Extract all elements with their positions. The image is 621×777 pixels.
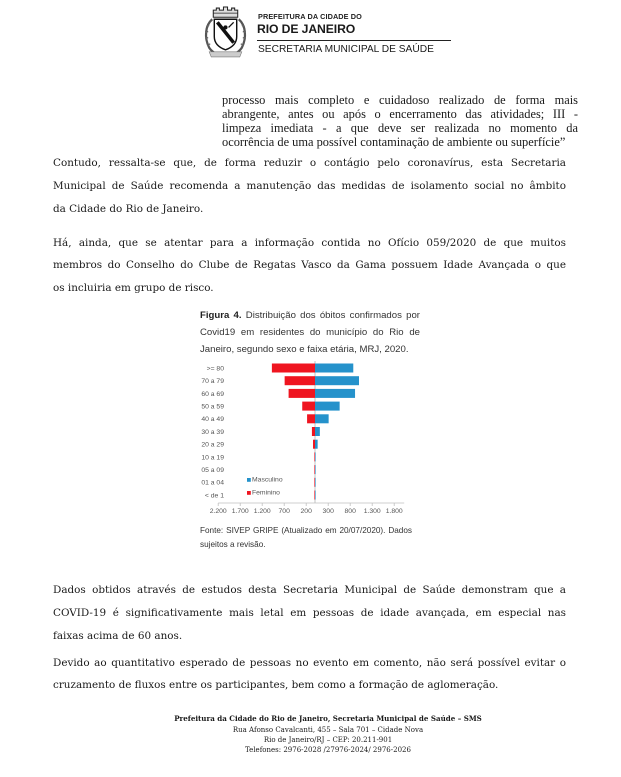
population-pyramid-chart (195, 360, 425, 520)
footer-address: Rua Afonso Cavalcanti, 455 – Sala 701 – Cidade Nova (232, 726, 424, 734)
category-label: 20 a 29 (201, 441, 224, 449)
paragraph-line: cruzamento de fluxos entre os participantes, bem como a formação de aglomeração. (53, 679, 499, 691)
x-tick-label: 300 (322, 508, 334, 515)
bar-feminino (289, 389, 315, 398)
bar-feminino (314, 452, 315, 461)
bar-masculino (315, 364, 353, 373)
x-tick-label: 800 (344, 508, 356, 515)
bar-masculino (315, 427, 320, 436)
quote-line: limpeza imediata - a que deve ser realizada no momento da (222, 121, 578, 135)
x-tick-label: 1.300 (363, 508, 381, 515)
figure-source-line: sujeitos a revisão. (200, 540, 266, 549)
legend-swatch-masculino (247, 478, 251, 482)
footer-city-cep: Rio de Janeiro/RJ – CEP: 20.211-901 (263, 736, 393, 744)
figure-caption-line (200, 310, 420, 322)
bar-feminino (314, 478, 315, 487)
header-prefeitura-text: PREFEITURA DA CIDADE DO (258, 12, 362, 21)
paragraph-line: membros do Conselho do Clube de Regatas Vasco da Gama possuem Idade Avançada o que (53, 259, 566, 271)
bar-masculino (315, 440, 318, 449)
legend-label-masculino: Masculino (252, 476, 283, 484)
coat-of-arms-icon (200, 5, 251, 59)
header-department-name: SECRETARIA MUNICIPAL DE SAÚDE (258, 44, 434, 55)
category-label: 05 a 09 (201, 467, 224, 474)
figure-source-line: Fonte: SIVEP GRIPE (Atualizado em 20/07/2020). Dados (200, 526, 412, 535)
bar-masculino (315, 402, 340, 411)
x-tick-label: 2.200 (209, 508, 227, 515)
category-label: 10 a 19 (201, 454, 224, 462)
bar-masculino (315, 478, 316, 487)
bar-masculino (315, 452, 316, 461)
x-tick-label: 200 (300, 508, 312, 515)
paragraph-line: faixas acima de 60 anos. (53, 630, 183, 642)
quote-line: abrangente, antes ou após o encerramento das atividades; III - (222, 107, 578, 121)
quote-line: ocorrência de uma possível contaminação de ambiente ou superfície” (222, 135, 566, 149)
bar-feminino (272, 364, 315, 373)
legend-label-feminino: Feminino (252, 489, 280, 497)
footer-phones: Telefones: 2976-2028 /27976-2024/ 2976-2026 (245, 746, 411, 754)
bar-masculino (315, 491, 316, 500)
category-label: < de 1 (204, 492, 224, 500)
bar-feminino (313, 440, 315, 449)
bar-feminino (307, 414, 315, 423)
quote-line: processo mais completo e cuidadoso realizado de forma mais (222, 93, 578, 107)
figure-caption-line: Janeiro, segundo sexo e faixa etária, MRJ, 2020. (200, 344, 409, 355)
paragraph-line: Contudo, ressalta-se que, de forma reduzir o contágio pelo coronavírus, esta Secretaria (53, 157, 566, 169)
figure-label: Figura 4. (200, 310, 242, 321)
bar-feminino (312, 427, 315, 436)
bar-masculino (315, 376, 359, 385)
bar-masculino (315, 465, 316, 474)
header-city-name: RIO DE JANEIRO (257, 22, 356, 36)
bar-feminino (314, 491, 315, 500)
footer-institution: Prefeitura da Cidade do Rio de Janeiro, Secretaria Municipal de Saúde – SMS (174, 714, 482, 723)
header-divider (257, 40, 451, 41)
paragraph-line: COVID-19 é significativamente mais letal em pessoas de idade avançada, em especial nas (53, 607, 566, 619)
category-label: 40 a 49 (201, 416, 224, 424)
paragraph-line: Devido ao quantitativo esperado de pessoas no evento em comento, não será possível evitar o (53, 657, 566, 669)
paragraph-line: Dados obtidos através de estudos desta Secretaria Municipal de Saúde demonstram que a (53, 584, 566, 596)
legend-swatch-feminino (247, 491, 251, 495)
category-label: 70 a 79 (201, 378, 224, 386)
paragraph-line: os incluiria em grupo de risco. (53, 282, 214, 294)
paragraph-line: da Cidade do Rio de Janeiro. (53, 203, 204, 215)
category-label: 50 a 59 (201, 403, 224, 411)
bar-feminino (314, 465, 315, 474)
x-tick-label: 1.200 (253, 508, 271, 515)
bar-masculino (315, 389, 355, 398)
paragraph-line: Municipal de Saúde recomenda a manutenção das medidas de isolamento social no âmbito (53, 180, 566, 192)
paragraph-line: Há, ainda, que se atentar para a informação contida no Ofício 059/2020 de que muitos (53, 237, 566, 249)
x-tick-label: 700 (278, 508, 290, 515)
bar-masculino (315, 414, 329, 423)
category-label: 30 a 39 (201, 428, 224, 436)
bar-feminino (302, 402, 315, 411)
category-label: 01 a 04 (201, 479, 224, 487)
category-label: 60 a 69 (201, 390, 224, 398)
figure-caption-text: Distribuição dos óbitos confirmados por (245, 310, 420, 321)
figure-caption-line: Covid19 em residentes do município do Rio de (200, 327, 420, 338)
bar-feminino (285, 376, 315, 385)
x-tick-label: 1.800 (385, 508, 403, 515)
x-tick-label: 1.700 (231, 508, 249, 515)
category-label: >= 80 (206, 365, 224, 373)
